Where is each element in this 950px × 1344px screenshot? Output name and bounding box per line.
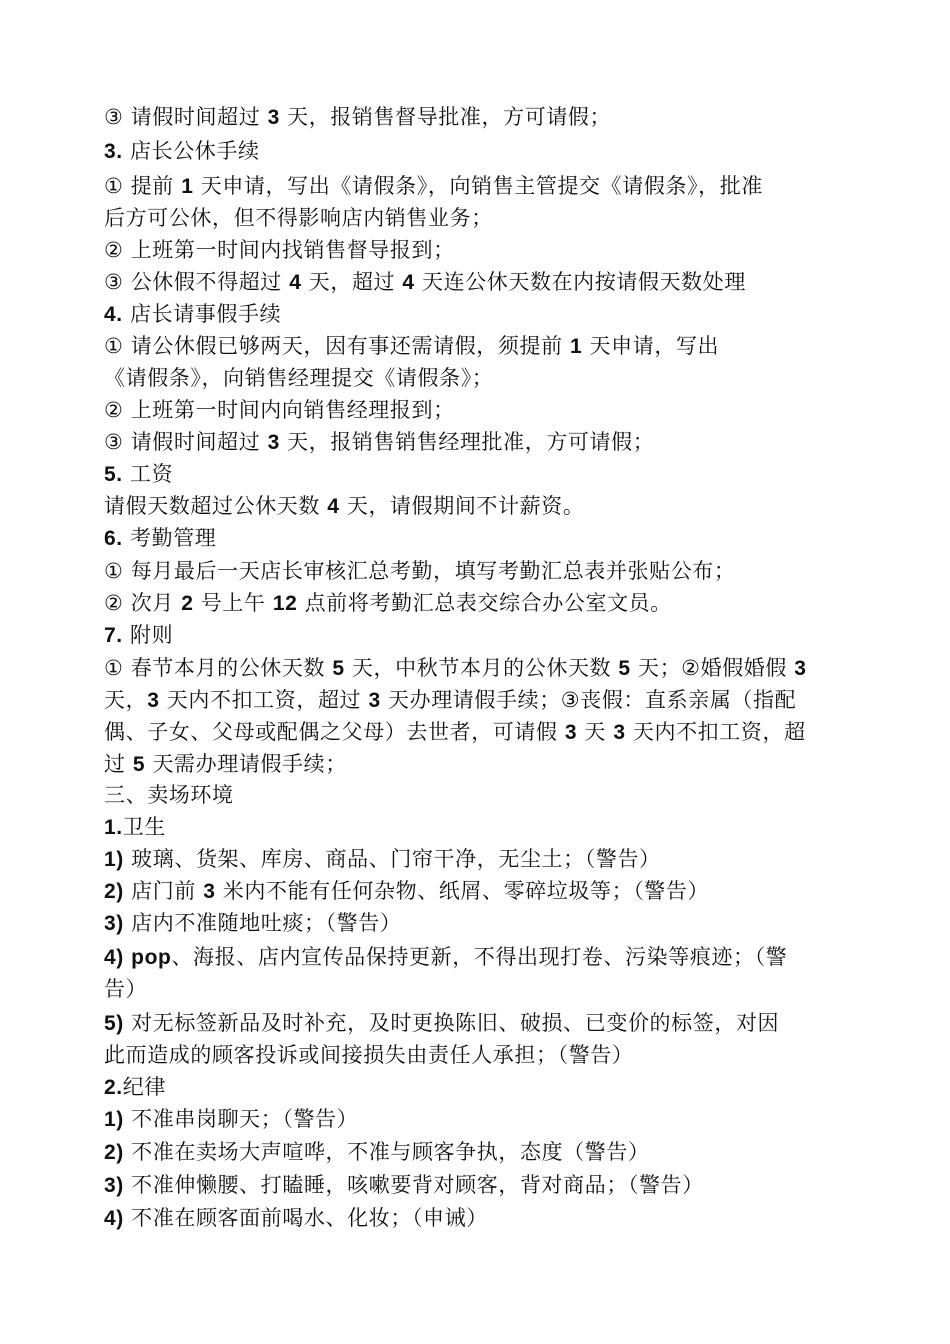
text-line: ① 请公休假已够两天，因有事还需请假，须提前 1 天申请，写出 (104, 334, 720, 358)
text-line: ② 上班第一时间内向销售经理报到； (104, 398, 455, 422)
text-line: ① 每月最后一天店长审核汇总考勤，填写考勤汇总表并张贴公布； (104, 559, 736, 583)
text-line: 《请假条》，向销售经理提交《请假条》； (104, 366, 494, 390)
list-item: 4) pop、海报、店内宣传品保持更新，不得出现打卷、污染等痕迹；（警 (104, 945, 788, 969)
text-line: 天，3 天内不扣工资，超过 3 天办理请假手续；③丧假：直系亲属（指配 (104, 688, 797, 712)
text-line: 过 5 天需办理请假手续； (104, 752, 347, 776)
text-line: 偶、子女、父母或配偶之父母）去世者，可请假 3 天 3 天内不扣工资，超 (104, 720, 806, 744)
text-line: ③ 公休假不得超过 4 天，超过 4 天连公休天数在内按请假天数处理 (104, 270, 746, 294)
section-heading: 5. 工资 (104, 462, 174, 486)
section-heading: 3. 店长公休手续 (104, 139, 260, 163)
section-heading: 1.卫生 (104, 815, 166, 839)
section-heading: 6. 考勤管理 (104, 526, 217, 550)
text-line: ① 提前 1 天申请，写出《请假条》，向销售主管提交《请假条》，批准 (104, 174, 763, 198)
list-item: 3) 不准伸懒腰、打瞌睡，咳嗽要背对顾客，背对商品；（警告） (104, 1173, 704, 1197)
text-line: 此而造成的顾客投诉或间接损失由责任人承担；（警告） (104, 1043, 634, 1067)
section-heading: 2.纪律 (104, 1075, 166, 1099)
list-item: 4) 不准在顾客面前喝水、化妆；（申诫） (104, 1206, 488, 1230)
text-line: ① 春节本月的公休天数 5 天，中秋节本月的公休天数 5 天；②婚假婚假 3 (104, 656, 807, 680)
text-line: ③ 请假时间超过 3 天，报销售销售经理批准，方可请假； (104, 430, 655, 454)
section-heading: 7. 附则 (104, 623, 174, 647)
list-item: 3) 店内不准随地吐痰；（警告） (104, 911, 402, 935)
chapter-heading: 三、卖场环境 (104, 783, 234, 807)
text-line: ② 上班第一时间内找销售督导报到； (104, 238, 455, 262)
list-item: 1) 不准串岗聊天；（警告） (104, 1107, 359, 1131)
text-line: ③ 请假时间超过 3 天，报销售督导批准，方可请假； (104, 105, 612, 129)
text-line: ② 次月 2 号上午 12 点前将考勤汇总表交综合办公室文员。 (104, 591, 672, 615)
list-item: 1) 玻璃、货架、库房、商品、门帘干净，无尘土；（警告） (104, 847, 661, 871)
list-item: 5) 对无标签新品及时补充，及时更换陈旧、破损、已变价的标签，对因 (104, 1011, 780, 1035)
section-heading: 4. 店长请事假手续 (104, 302, 282, 326)
text-line: 告） (104, 977, 148, 1001)
list-item: 2) 不准在卖场大声喧哗，不准与顾客争执，态度（警告） (104, 1140, 650, 1164)
list-item: 2) 店门前 3 米内不能有任何杂物、纸屑、零碎垃圾等；（警告） (104, 879, 710, 903)
text-line: 后方可公休，但不得影响店内销售业务； (104, 206, 493, 230)
text-line: 请假天数超过公休天数 4 天，请假期间不计薪资。 (104, 494, 585, 518)
